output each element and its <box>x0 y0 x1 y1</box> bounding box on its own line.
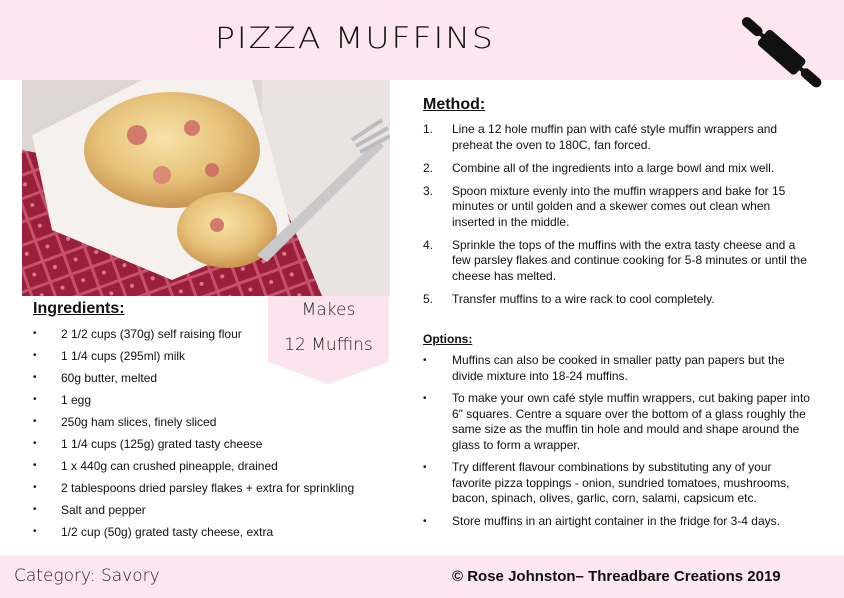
list-item: • 1 x 440g can crushed pineapple, drained <box>33 459 278 473</box>
method-step: 4. Sprinkle the tops of the muffins with the extra tasty cheese and a few parsley flakes and continue cooking for 5-8 minutes or until the cheese has melted. <box>423 237 807 283</box>
method-steps <box>423 122 813 315</box>
category-label: Category: Savory <box>14 566 160 586</box>
makes-label: Makes <box>301 300 356 320</box>
header-band <box>0 0 844 80</box>
copyright-notice: © Rose Johnston– Threadbare Creations 2019 <box>452 568 781 585</box>
list-item: • Salt and pepper <box>33 503 146 517</box>
list-item: • 2 tablespoons dried parsley flakes + extra for sprinkling <box>33 481 355 495</box>
list-item: • 250g ham slices, finely sliced <box>33 415 217 429</box>
list-item: • Try different flavour combinations by substituting any of your favorite pizza toppings - onion, sundried tomatoes, mushrooms, bacon, spinach, olives, garlic, corn, salami, capsicum etc. <box>423 460 790 505</box>
method-step: 3. Spoon mixture evenly into the muffin wrappers and bake for 15 minutes or until golden and a skewer comes out clean when inserted in the middle. <box>423 183 786 229</box>
list-item: • 1 1/4 cups (125g) grated tasty cheese <box>33 437 263 451</box>
list-item: • 1 1/4 cups (295ml) milk <box>33 349 186 363</box>
list-item: • 1 egg <box>33 393 92 407</box>
muffin-photo <box>22 80 390 296</box>
rolling-pin-icon <box>726 0 836 106</box>
options-list <box>423 353 813 536</box>
method-step: 2. Combine all of the ingredients into a large bowl and mix well. <box>423 160 775 175</box>
ingredients-list <box>33 325 363 545</box>
list-item: • 1/2 cup (50g) grated tasty cheese, extra <box>33 525 274 539</box>
options-heading: Options: <box>423 332 473 346</box>
list-item: • Muffins can also be cooked in smaller patty pan papers but the divide mixture into 18-24 muffins. <box>423 353 785 383</box>
makes-quantity: 12 Muffins <box>284 335 373 355</box>
method-heading: Method: <box>423 96 486 113</box>
method-step: 1. Line a 12 hole muffin pan with café style muffin wrappers and preheat the oven to 180C, fan forced. <box>423 122 778 152</box>
list-item: • 2 1/2 cups (370g) self raising flour <box>33 327 242 341</box>
list-item: • To make your own café style muffin wrappers, cut baking paper into 6" squares. Centre a square over the bottom of a glass roughly the same size as the muffin tin hole and mould and shape around the glass to form a wrapper. <box>423 391 810 452</box>
ingredients-heading: Ingredients: <box>33 300 125 317</box>
method-step: 5. Transfer muffins to a wire rack to cool completely. <box>423 291 715 306</box>
list-item: • 60g butter, melted <box>33 371 158 385</box>
recipe-title: PIZZA MUFFINS <box>215 19 495 56</box>
footer-band <box>0 555 844 598</box>
list-item: • Store muffins in an airtight container in the fridge for 3-4 days. <box>423 513 780 528</box>
